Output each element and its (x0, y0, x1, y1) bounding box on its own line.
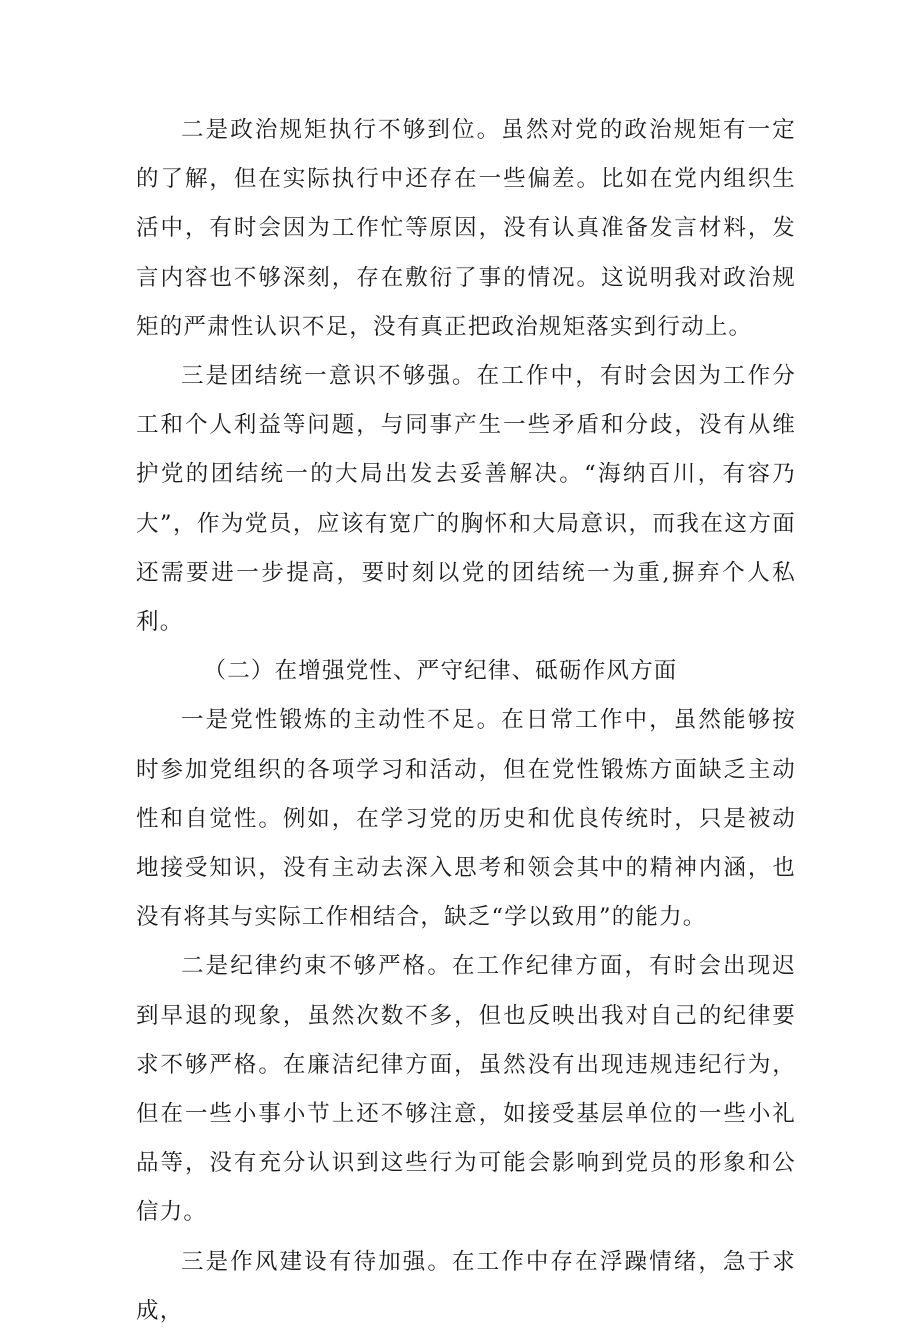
paragraph-discipline: 二是纪律约束不够严格。在工作纪律方面，有时会出现迟到早退的现象，虽然次数不多，但也反映出我对自己的纪律要求不够严格。在廉洁纪律方面，虽然没有出现违规违纪行为，但在一些小事小节上还不够注意，如接受基层单位的一些小礼品等，没有充分认识到这些行为可能会影响到党员的形象和公信力。 (136, 953, 796, 1226)
section-heading-party-spirit: （二）在增强党性、严守纪律、砥砺作风方面 (203, 658, 678, 685)
paragraph-party-spirit-training: 一是党性锻炼的主动性不足。在日常工作中，虽然能够按时参加党组织的各项学习和活动，但在党性锻炼方面缺乏主动性和自觉性。例如，在学习党的历史和优良传统时，只是被动地接受知识，没有主动去深入思考和领会其中的精神内涵，也没有将其与实际工作相结合，缺乏“学以致用”的能力。 (136, 707, 796, 931)
paragraph-work-style: 三是作风建设有待加强。在工作中存在浮躁情绪，急于求成， (136, 1248, 796, 1324)
paragraph-unity-awareness: 三是团结统一意识不够强。在工作中，有时会因为工作分工和个人利益等问题，与同事产生一些矛盾和分歧，没有从维护党的团结统一的大局出发去妥善解决。“海纳百川，有容乃大”，作为党员，应该有宽广的胸怀和大局意识，而我在这方面还需要进一步提高，要时刻以党的团结统一为重,摒弃个人私利。 (136, 363, 796, 636)
document-body (136, 106, 796, 1336)
paragraph-political-rules: 二是政治规矩执行不够到位。虽然对党的政治规矩有一定的了解，但在实际执行中还存在一些偏差。比如在党内组织生活中，有时会因为工作忙等原因，没有认真准备发言材料，发言内容也不够深刻，存在敷衍了事的情况。这说明我对政治规矩的严肃性认识不足，没有真正把政治规矩落实到行动上。 (136, 117, 796, 340)
